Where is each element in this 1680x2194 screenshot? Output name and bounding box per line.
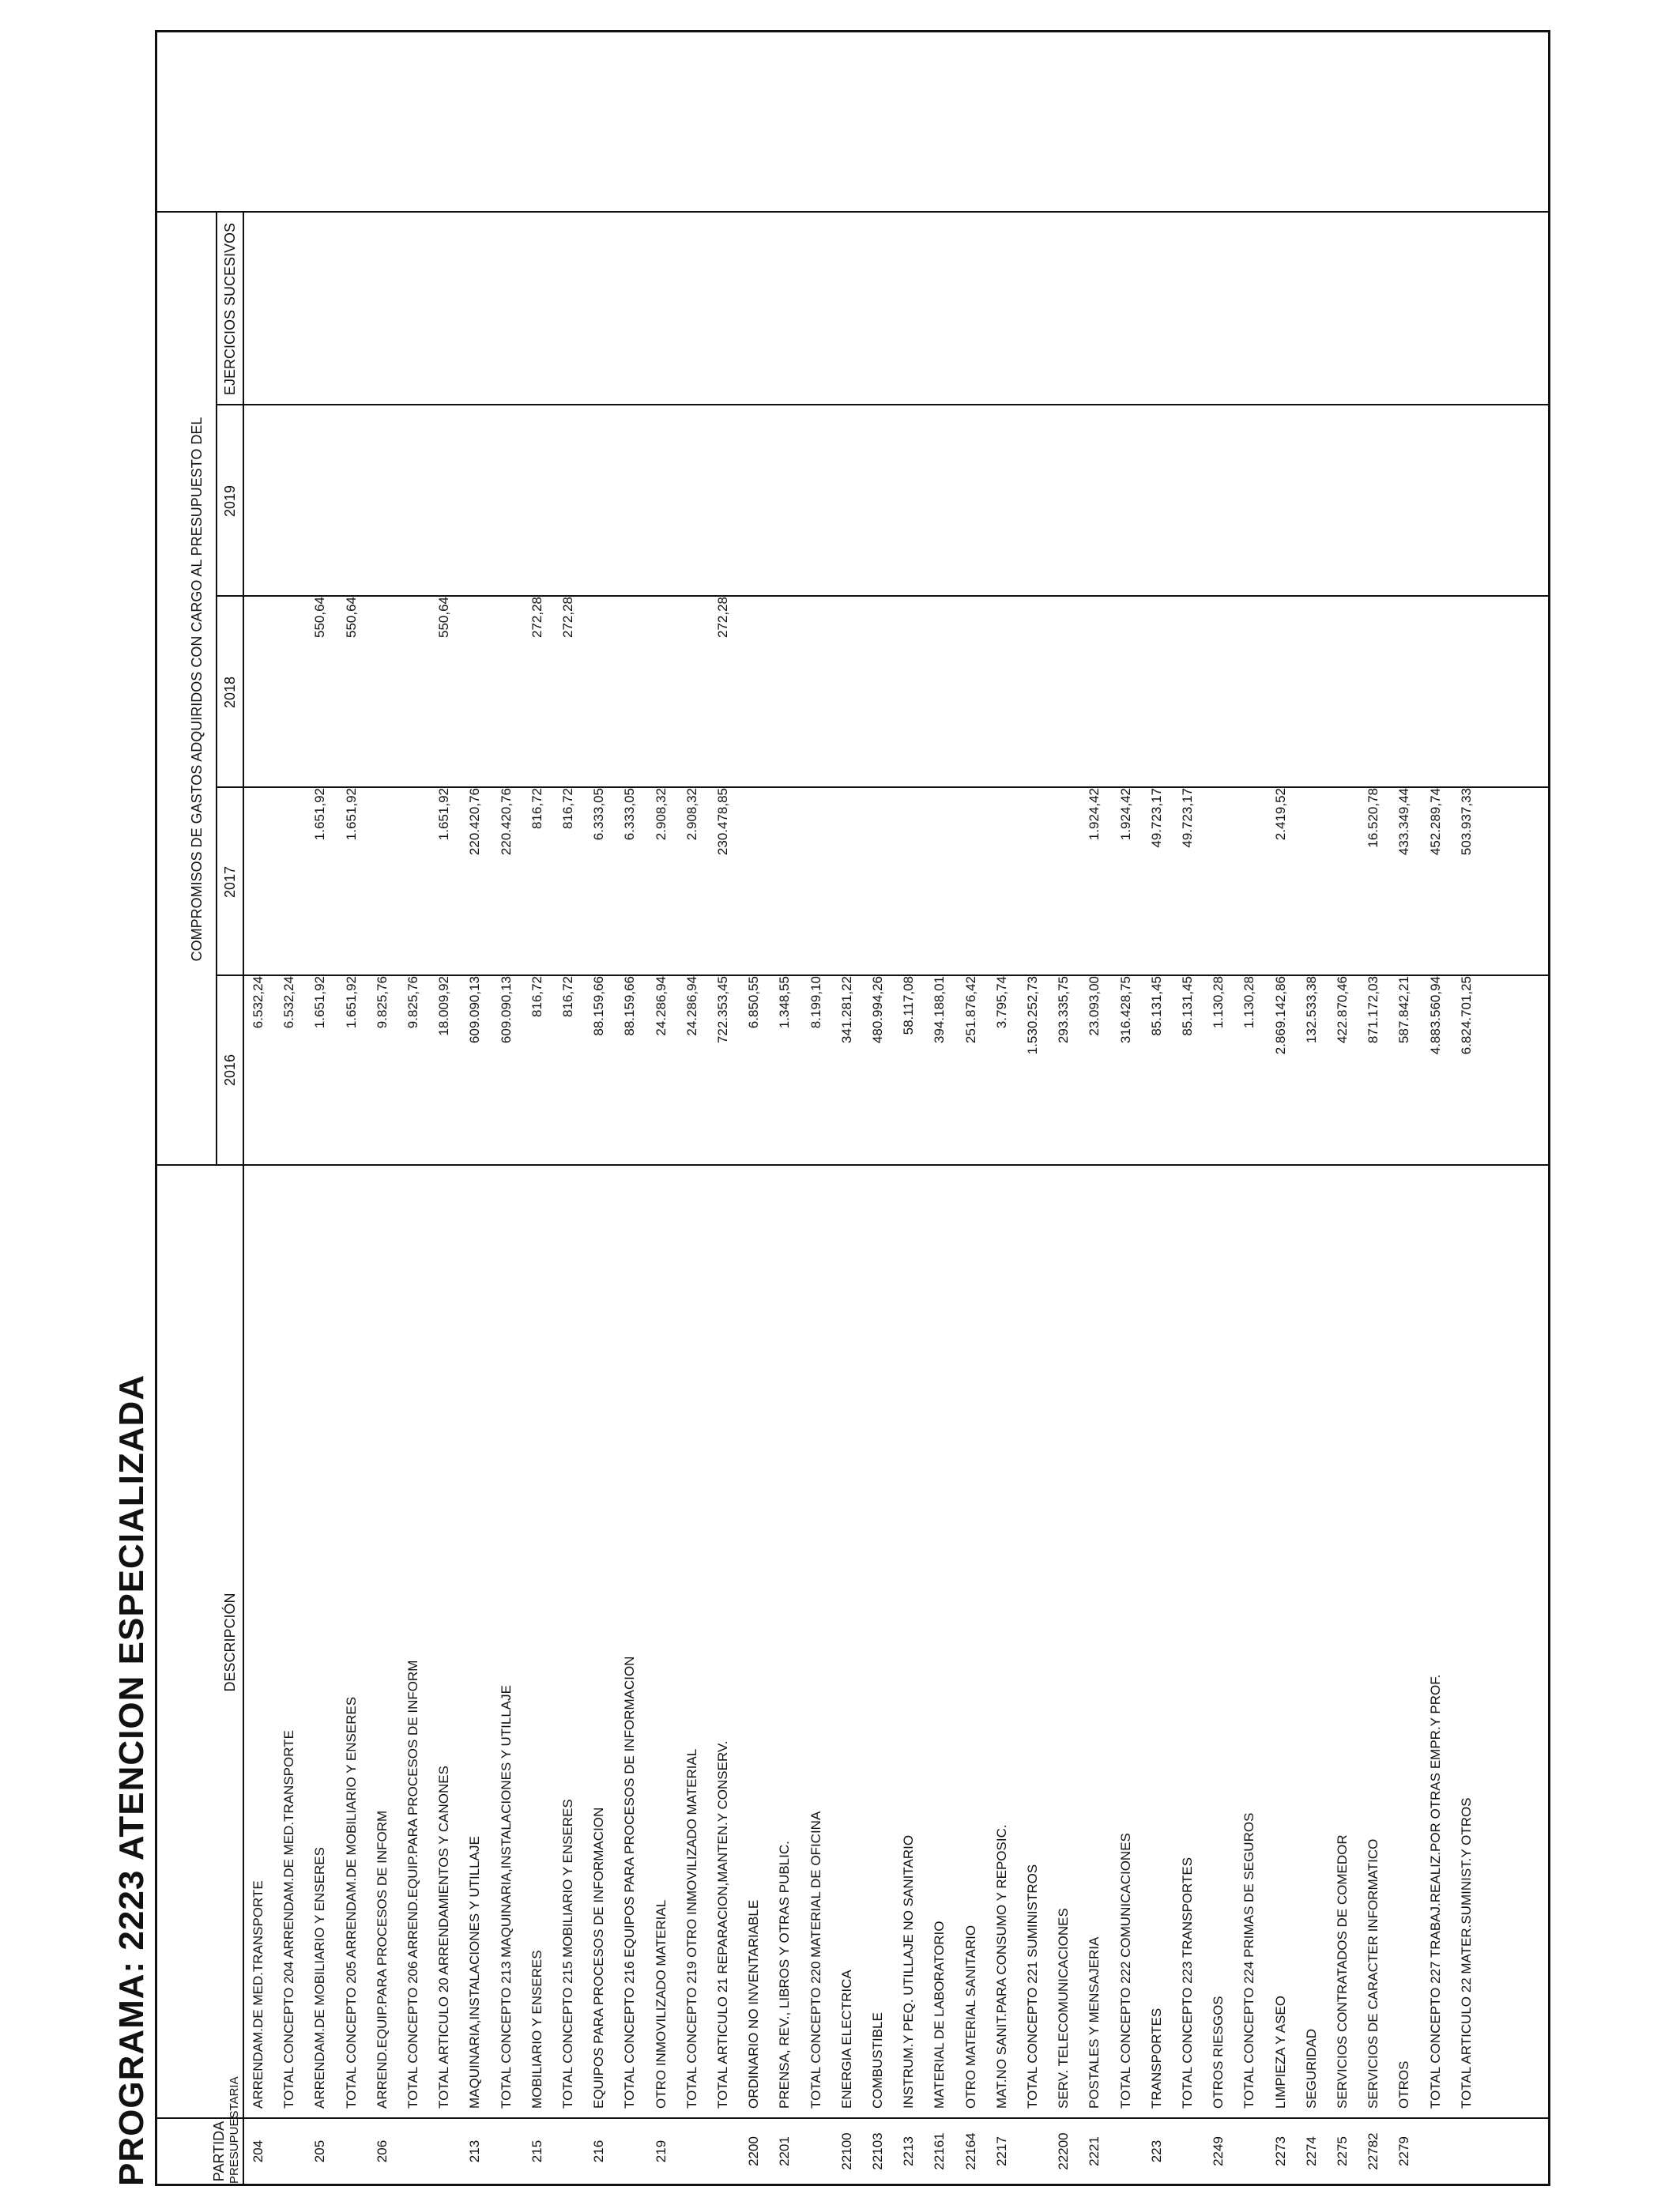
value-2017-cell: 1.651,92: [436, 788, 452, 841]
descripcion-cell: TOTAL CONCEPTO 221 SUMINISTROS: [1025, 1864, 1040, 2109]
partida-cell: 2201: [777, 2136, 793, 2166]
descripcion-cell: TOTAL CONCEPTO 224 PRIMAS DE SEGUROS: [1241, 1812, 1257, 2109]
value-2017-cell: 49.723,17: [1148, 788, 1164, 848]
value-2016-cell: 316.428,75: [1117, 976, 1133, 1044]
table-row: [250, 32, 281, 2184]
table-row: [715, 32, 746, 2184]
value-2016-cell: 85.131,45: [1180, 976, 1195, 1036]
partida-cell: 2221: [1087, 2136, 1102, 2166]
descripcion-cell: SERV. TELECOMUNICACIONES: [1056, 1908, 1072, 2109]
descripcion-cell: TOTAL ARTICULO 21 REPARACION,MANTEN.Y CONSERV.: [715, 1740, 730, 2109]
table-row: [1365, 32, 1396, 2184]
descripcion-cell: TOTAL CONCEPTO 215 MOBILIARIO Y ENSERES: [560, 1799, 575, 2109]
value-2016-cell: 1.651,92: [312, 976, 328, 1029]
partida-cell: 22164: [962, 2132, 978, 2170]
header-partida: [211, 2076, 243, 2184]
value-2016-cell: 88.159,66: [622, 976, 638, 1036]
descripcion-cell: MOBILIARIO Y ENSERES: [529, 1950, 544, 2109]
header-divider: [216, 213, 217, 1166]
partida-cell: 22200: [1056, 2132, 1072, 2170]
table-row: [1396, 32, 1427, 2184]
header-ejercicios-sucesivos: EJERCICIOS SUCESIVOS: [222, 222, 238, 396]
header-year-2017: 2017: [222, 865, 238, 899]
partida-cell: 2213: [901, 2136, 917, 2166]
table-row: [932, 32, 962, 2184]
value-2017-cell: 2.908,32: [653, 788, 669, 841]
descripcion-cell: SERVICIOS CONTRATADOS DE COMEDOR: [1335, 1834, 1350, 2109]
table-row: [560, 32, 591, 2184]
value-2016-cell: 816,72: [560, 976, 575, 1017]
descripcion-cell: TOTAL CONCEPTO 206 ARREND.EQUIP.PARA PROCESOS DE INFORM: [405, 1660, 420, 2109]
value-2016-cell: 132.533,38: [1303, 976, 1319, 1044]
table-row: [499, 32, 529, 2184]
value-2016-cell: 4.883.560,94: [1427, 976, 1443, 1055]
value-2016-cell: 587.842,21: [1396, 976, 1412, 1044]
header-descripcion: DESCRIPCIÓN: [222, 1593, 238, 1692]
descripcion-cell: TOTAL CONCEPTO 220 MATERIAL DE OFICINA: [808, 1811, 823, 2109]
header-year-2019: 2019: [222, 484, 238, 518]
value-2016-cell: 1.130,28: [1211, 976, 1226, 1029]
header-divider: [243, 213, 244, 2184]
header-year-2016: 2016: [222, 1054, 238, 1087]
value-2017-cell: 1.924,42: [1117, 788, 1133, 841]
value-2017-cell: 816,72: [560, 788, 575, 829]
table-row: [405, 32, 436, 2184]
partida-cell: 2217: [993, 2136, 1009, 2166]
value-2017-cell: 230.478,85: [715, 788, 730, 856]
table-row: [1180, 32, 1211, 2184]
descripcion-cell: PRENSA, REV., LIBROS Y OTRAS PUBLIC.: [777, 1841, 793, 2109]
descripcion-cell: LIMPIEZA Y ASEO: [1272, 1996, 1288, 2109]
value-2017-cell: 6.333,05: [591, 788, 607, 841]
header-partida-line2: PRESUPUESTARIA: [228, 2076, 241, 2184]
partida-cell: 2274: [1303, 2136, 1319, 2166]
value-2018-cell: 550,64: [343, 597, 359, 638]
partida-cell: 204: [250, 2139, 266, 2163]
descripcion-cell: OTRO INMOVILIZADO MATERIAL: [653, 1899, 669, 2109]
descripcion-cell: INSTRUM.Y PEQ. UTILLAJE NO SANITARIO: [901, 1834, 917, 2109]
descripcion-cell: OTRO MATERIAL SANITARIO: [962, 1924, 978, 2109]
descripcion-cell: TOTAL CONCEPTO 216 EQUIPOS PARA PROCESOS DE INFORMACION: [622, 1656, 638, 2109]
descripcion-cell: OTROS: [1396, 2060, 1412, 2109]
value-2017-cell: 49.723,17: [1180, 788, 1195, 848]
table-row: [963, 32, 994, 2184]
table-row: [375, 32, 405, 2184]
value-2016-cell: 6.532,24: [250, 976, 266, 1029]
value-2017-cell: 220.420,76: [467, 788, 483, 856]
descripcion-cell: TOTAL CONCEPTO 227 TRABAJ.REALIZ.POR OTRAS EMPR.Y PROF.: [1427, 1674, 1443, 2109]
descripcion-cell: ENERGIA ELECTRICA: [838, 1970, 854, 2109]
value-2016-cell: 1.530.252,73: [1025, 976, 1040, 1055]
partida-cell: 22103: [870, 2132, 885, 2170]
table-row: [281, 32, 312, 2184]
value-2017-cell: 433.349,44: [1396, 788, 1412, 856]
partida-cell: 2200: [746, 2136, 762, 2166]
descripcion-cell: EQUIPOS PARA PROCESOS DE INFORMACION: [591, 1807, 607, 2109]
table-row: [622, 32, 653, 2184]
value-2016-cell: 251.876,42: [962, 976, 978, 1044]
descripcion-cell: TOTAL CONCEPTO 204 ARRENDAM.DE MED.TRANSPORTE: [281, 1730, 297, 2109]
table-row: [684, 32, 715, 2184]
descripcion-cell: COMBUSTIBLE: [870, 2012, 885, 2109]
value-2017-cell: 1.651,92: [343, 788, 359, 841]
value-2016-cell: 24.286,94: [653, 976, 669, 1036]
value-2016-cell: 394.188,01: [932, 976, 947, 1044]
value-2016-cell: 871.172,03: [1365, 976, 1381, 1044]
partida-cell: 205: [312, 2139, 328, 2163]
value-2017-cell: 16.520,78: [1365, 788, 1381, 848]
partida-cell: 2273: [1272, 2136, 1288, 2166]
descripcion-cell: SERVICIOS DE CARACTER INFORMATICO: [1365, 1838, 1381, 2109]
value-2017-cell: 6.333,05: [622, 788, 638, 841]
descripcion-cell: ARRENDAM.DE MOBILIARIO Y ENSERES: [312, 1847, 328, 2109]
table-row: [1335, 32, 1365, 2184]
descripcion-cell: TOTAL CONCEPTO 205 ARRENDAM.DE MOBILIARIO Y ENSERES: [343, 1696, 359, 2109]
partida-cell: 215: [529, 2139, 544, 2163]
table-row: [436, 32, 467, 2184]
descripcion-cell: TOTAL CONCEPTO 223 TRANSPORTES: [1180, 1857, 1195, 2109]
value-2016-cell: 18.009,92: [436, 976, 452, 1036]
value-2016-cell: 1.348,55: [777, 976, 793, 1029]
value-2017-cell: 816,72: [529, 788, 544, 829]
table-row: [312, 32, 343, 2184]
table-row: [839, 32, 870, 2184]
partida-cell: 22161: [932, 2132, 947, 2170]
table-row: [1459, 32, 1490, 2184]
partida-cell: 216: [591, 2139, 607, 2163]
value-2017-cell: 452.289,74: [1427, 788, 1443, 856]
table-row: [901, 32, 932, 2184]
page-title: PROGRAMA: 2223 ATENCION ESPECIALIZADA: [112, 1374, 151, 2186]
table-row: [1149, 32, 1180, 2184]
table-row: [1211, 32, 1241, 2184]
value-2016-cell: 58.117,08: [901, 976, 917, 1035]
table-row: [1428, 32, 1459, 2184]
value-2016-cell: 480.994,26: [870, 976, 885, 1044]
header-partida-line1: PARTIDA: [211, 2120, 227, 2182]
table-row: [1025, 32, 1056, 2184]
value-2017-cell: 220.420,76: [498, 788, 514, 856]
value-2018-cell: 550,64: [312, 597, 328, 638]
table-row: [1273, 32, 1304, 2184]
descripcion-cell: MAQUINARIA,INSTALACIONES Y UTILLAJE: [467, 1836, 483, 2109]
partida-cell: 2279: [1396, 2136, 1412, 2166]
descripcion-cell: OTROS RIESGOS: [1211, 1996, 1226, 2109]
header-compromisos: COMPROMISOS DE GASTOS ADQUIRIDOS CON CARGO AL PRESUPUESTO DEL: [189, 417, 205, 962]
value-2016-cell: 6.532,24: [281, 976, 297, 1029]
descripcion-cell: MAT.NO SANIT.PARA CONSUMO Y REPOSIC.: [993, 1824, 1009, 2109]
descripcion-cell: ARREND.EQUIP.PARA PROCESOS DE INFORM: [374, 1810, 390, 2109]
value-2016-cell: 3.795,74: [993, 976, 1009, 1029]
descripcion-cell: POSTALES Y MENSAJERIA: [1087, 1936, 1102, 2109]
descripcion-cell: MATERIAL DE LABORATORIO: [932, 1921, 947, 2109]
value-2018-cell: 272,28: [529, 597, 544, 638]
descripcion-cell: ORDINARIO NO INVENTARIABLE: [746, 1899, 762, 2109]
value-2017-cell: 2.908,32: [684, 788, 699, 841]
value-2017-cell: 1.651,92: [312, 788, 328, 841]
budget-table: [155, 30, 1550, 2186]
partida-cell: 22782: [1365, 2132, 1381, 2170]
table-row: [1087, 32, 1117, 2184]
value-2018-cell: 550,64: [436, 597, 452, 638]
table-row: [1056, 32, 1087, 2184]
table-row: [529, 32, 560, 2184]
value-2018-cell: 272,28: [715, 597, 730, 638]
table-row: [777, 32, 808, 2184]
value-2016-cell: 6.850,55: [746, 976, 762, 1029]
descripcion-cell: SEGURIDAD: [1303, 2028, 1319, 2109]
partida-cell: 206: [374, 2139, 390, 2163]
value-2017-cell: 503.937,33: [1458, 788, 1474, 856]
header-year-2018: 2018: [222, 676, 238, 709]
value-2016-cell: 341.281,22: [838, 976, 854, 1044]
value-2016-cell: 1.130,28: [1241, 976, 1257, 1029]
descripcion-cell: TRANSPORTES: [1148, 2007, 1164, 2109]
descripcion-cell: TOTAL CONCEPTO 219 OTRO INMOVILIZADO MATERIAL: [684, 1748, 699, 2109]
value-2016-cell: 9.825,76: [374, 976, 390, 1029]
table-row: [591, 32, 622, 2184]
value-2016-cell: 609.090,13: [498, 976, 514, 1044]
descripcion-cell: TOTAL CONCEPTO 213 MAQUINARIA,INSTALACIONES Y UTILLAJE: [498, 1685, 514, 2109]
value-2016-cell: 9.825,76: [405, 976, 420, 1029]
table-row: [654, 32, 684, 2184]
value-2016-cell: 1.651,92: [343, 976, 359, 1029]
table-row: [746, 32, 777, 2184]
value-2016-cell: 24.286,94: [684, 976, 699, 1036]
table-row: [1118, 32, 1149, 2184]
value-2016-cell: 8.199,10: [808, 976, 823, 1029]
value-2016-cell: 293.335,75: [1056, 976, 1072, 1044]
partida-cell: 2275: [1335, 2136, 1350, 2166]
descripcion-cell: TOTAL CONCEPTO 222 COMUNICACIONES: [1117, 1833, 1133, 2109]
partida-cell: 2249: [1211, 2136, 1226, 2166]
descripcion-cell: ARRENDAM.DE MED.TRANSPORTE: [250, 1880, 266, 2109]
table-row: [467, 32, 498, 2184]
descripcion-cell: TOTAL ARTICULO 22 MATER.SUMINIST.Y OTROS: [1458, 1797, 1474, 2109]
partida-cell: 22100: [838, 2132, 854, 2170]
table-row: [808, 32, 839, 2184]
value-2016-cell: 722.353,45: [715, 976, 730, 1044]
descripcion-cell: TOTAL ARTICULO 20 ARRENDAMIENTOS Y CANONES: [436, 1766, 452, 2109]
value-2016-cell: 609.090,13: [467, 976, 483, 1044]
value-2016-cell: 6.824.701,25: [1458, 976, 1474, 1055]
partida-cell: 219: [653, 2139, 669, 2163]
value-2017-cell: 1.924,42: [1087, 788, 1102, 841]
value-2016-cell: 23.093,00: [1087, 976, 1102, 1036]
table-row: [1304, 32, 1335, 2184]
value-2016-cell: 2.869.142,86: [1272, 976, 1288, 1055]
value-2018-cell: 272,28: [560, 597, 575, 638]
table-row: [1241, 32, 1272, 2184]
table-row: [870, 32, 901, 2184]
value-2017-cell: 2.419,52: [1272, 788, 1288, 841]
partida-cell: 223: [1148, 2139, 1164, 2163]
value-2016-cell: 88.159,66: [591, 976, 607, 1036]
value-2016-cell: 816,72: [529, 976, 544, 1017]
value-2016-cell: 85.131,45: [1148, 976, 1164, 1036]
table-row: [344, 32, 375, 2184]
value-2016-cell: 422.870,46: [1335, 976, 1350, 1044]
partida-cell: 213: [467, 2139, 483, 2163]
table-row: [994, 32, 1025, 2184]
